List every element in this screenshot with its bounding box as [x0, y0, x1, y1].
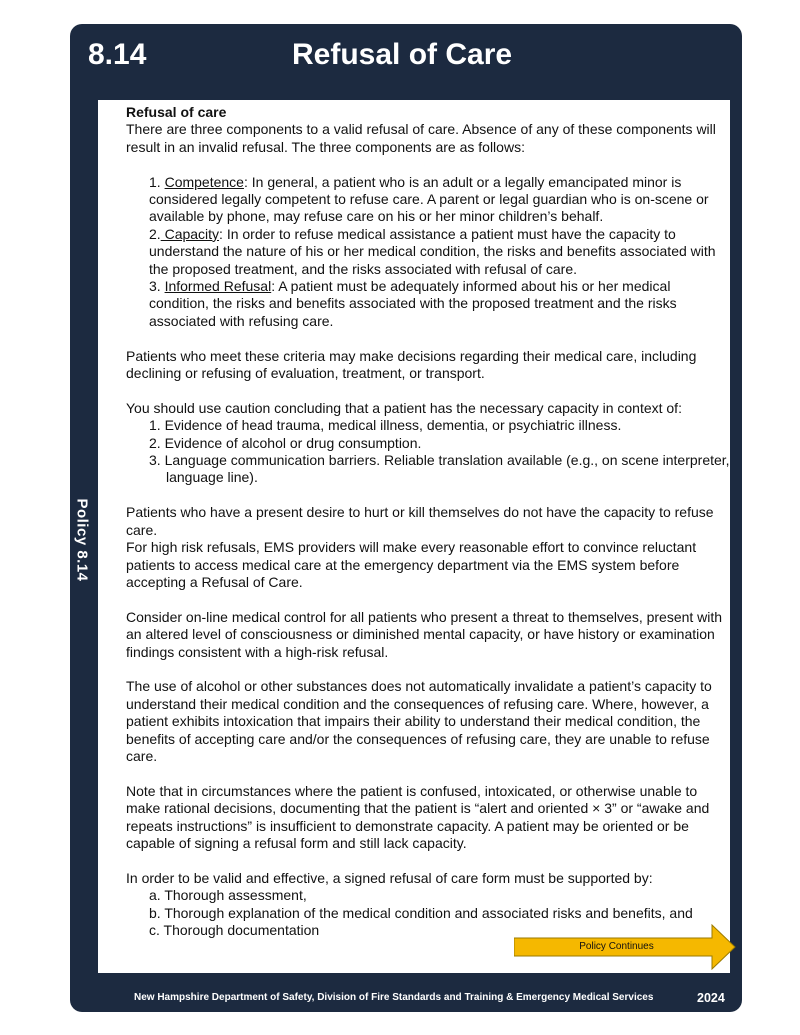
policy-continues-label: Policy Continues: [579, 941, 654, 952]
page-title: Refusal of Care: [292, 38, 513, 71]
harm-paragraph: Patients who have a present desire to hurt or kill themselves do not have the capacity to refuse care.: [126, 504, 714, 538]
component-item: 3. Informed Refusal: A patient must be adequately informed about his or her medical condition, the risks and benefits associated with the proposed treatment and the risks associated with refusing care.: [149, 278, 677, 329]
form-item: c. Thorough documentation: [149, 921, 320, 938]
form-item: b. Thorough explanation of the medical condition and associated risks and benefits, and: [149, 904, 693, 921]
online-control-paragraph: Consider on-line medical control for all patients who present a threat to themselves, present with an altered level of consciousness or diminished mental capacity, or have history or examination findings consistent with a high-risk refusal.: [126, 608, 723, 660]
intro-paragraph: There are three components to a valid refusal of care. Absence of any of these components will result in an invalid refusal. The three components are as follows:: [126, 121, 716, 155]
note-paragraph: Note that in circumstances where the patient is confused, intoxicated, or otherwise unable to make rational decisions, documenting that the patient is “alert and oriented × 3” or “awake and repeats instructions” is insufficient to demonstrate capacity. A patient may be oriented or be capable of signing a refusal form and still lack capacity.: [126, 782, 710, 851]
policy-number: 8.14: [88, 38, 147, 71]
caution-item: 3. Language communication barriers. Reliable translation available (e.g., on scene interpreter, language line).: [149, 452, 730, 486]
policy-body: [126, 104, 730, 939]
component-term: Capacity: [160, 225, 220, 242]
caution-item: 2. Evidence of alcohol or drug consumption.: [149, 434, 422, 451]
component-item: 1. Competence: In general, a patient who is an adult or a legally emancipated minor is considered legally competent to refuse care. A parent or legal guardian who is on-scene or available by phone, may refuse care on his or her minor children’s behalf.: [149, 173, 709, 225]
component-term: Informed Refusal: [164, 278, 272, 295]
footer-year: 2024: [697, 991, 725, 1005]
component-item: 2. Capacity: In order to refuse medical assistance a patient must have the capacity to understand the nature of his or her medical condition, the risks and benefits associated with the proposed treatment, and the risks associated with refusal of care.: [149, 225, 716, 277]
form-intro: In order to be valid and effective, a signed refusal of care form must be supported by:: [126, 869, 653, 886]
form-item: a. Thorough assessment,: [149, 887, 307, 904]
section-heading: Refusal of care: [126, 104, 227, 120]
caution-intro: You should use caution concluding that a patient has the necessary capacity in context of:: [126, 399, 682, 416]
footer-organization: New Hampshire Department of Safety, Division of Fire Standards and Training & Emergency Medical Services: [134, 992, 654, 1003]
high-risk-paragraph: For high risk refusals, EMS providers will make every reasonable effort to convince reluctant patients to access medical care at the emergency department via the EMS system before accepting a Refusal of Care.: [126, 539, 697, 590]
alcohol-paragraph: The use of alcohol or other substances does not automatically invalidate a patient’s capacity to understand their medical condition and the consequences of refusing care. Where, however, a patient exhibits intoxication that impairs their ability to understand their medical condition, the benefits of accepting care and/or the consequences of refusing care, they are unable to refuse care.: [126, 678, 712, 764]
caution-item: 1. Evidence of head trauma, medical illness, dementia, or psychiatric illness.: [149, 417, 622, 434]
component-term: Competence: [164, 173, 244, 190]
criteria-paragraph: Patients who meet these criteria may make decisions regarding their medical care, including declining or refusing of evaluation, treatment, or transport.: [126, 347, 697, 382]
side-policy-label: Policy 8.14: [73, 498, 91, 582]
